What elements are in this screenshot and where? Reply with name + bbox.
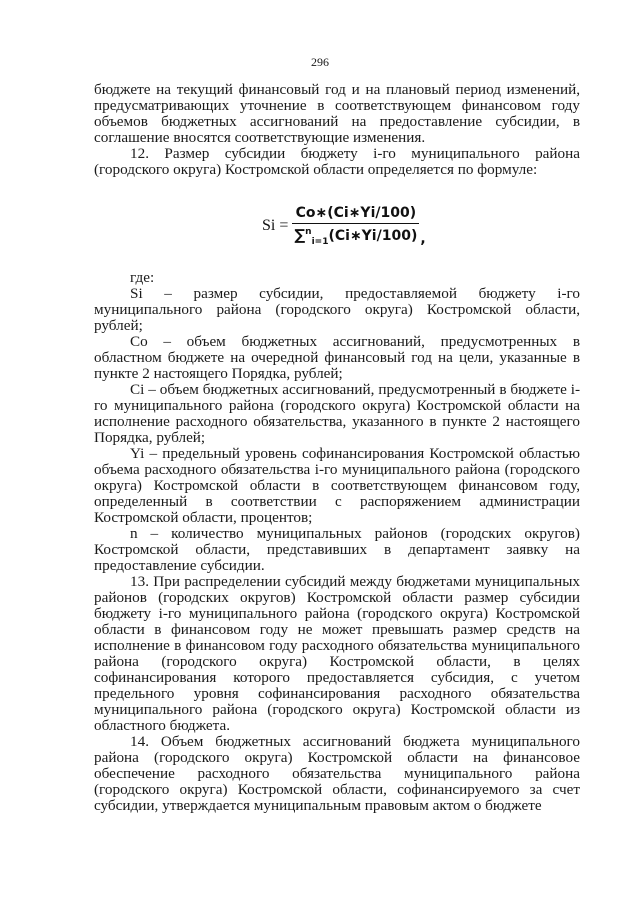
sigma-upper-limit: n	[305, 227, 312, 237]
paragraph-where: где:	[130, 269, 155, 286]
formula-denominator	[292, 224, 419, 248]
paragraph-item-12: 12. Размер субсидии бюджету i-го муниципального района (городского округа) Костромской области определяется по формуле:	[94, 145, 580, 178]
definition-yi: Yi – предельный уровень софинансирования Костромской областью объема расходного обязательства i-го муниципального района (городского округа) Костромской области в соответствующем финансовом году, определенный в соответствии с распоряжением администрации Костромской области, процентов;	[94, 445, 580, 526]
formula-lhs: Si =	[262, 217, 289, 234]
formula-numerator: Co∗(Ci∗Yi/100)	[292, 205, 419, 224]
subsidy-formula	[262, 205, 426, 247]
text-block-main	[94, 270, 580, 814]
definition-ci: Ci – объем бюджетных ассигнований, предусмотренный в бюджете i-го муниципального района (городского округа) Костромской области на исполнение расходного обязательства, указанного в пункте 2 настоящего Порядка, рублей;	[94, 381, 580, 446]
formula-denominator-term: (Ci∗Yi/100)	[328, 228, 418, 244]
sigma-symbol: ∑$^n_{i=1}$	[294, 226, 329, 247]
paragraph-item-14: 14. Объем бюджетных ассигнований бюджета муниципального района (городского округа) Костромской области на финансовое обеспечение расходного обязательства муниципального района (городского округа) Костромской области, софинансируемого за счет субсидии, утверждается муниципальным правовым актом о бюджете	[94, 733, 580, 814]
sigma-lower-limit: i=1	[311, 237, 329, 247]
page-number: 296	[311, 55, 329, 69]
formula-trailing-comma: ,	[420, 231, 426, 247]
definition-si: Si – размер субсидии, предоставляемой бюджету i-го муниципального района (городского округа) Костромской области, рублей;	[94, 285, 580, 334]
paragraph-item-13: 13. При распределении субсидий между бюджетами муниципальных районов (городских округов) Костромской области размер субсидии бюджету i-го муниципального района (городского округа) Костромской области в финансовом году не может превышать размер средств на исполнение в финансовом году расходного обязательства муниципального района (городского округа) Костромской области, в целях софинансирования которого предоставляется субсидия, с учетом предельного уровня софинансирования расходного обязательства муниципального района (городского округа) Костромской области из областного бюджета.	[94, 573, 580, 734]
text-block-top	[94, 82, 580, 178]
paragraph-budget-changes: бюджете на текущий финансовый год и на плановый период изменений, предусматривающих уточнение в соответствующем финансовом году объемов бюджетных ассигнований на предоставление субсидии, в соглашение вносятся соответствующие изменения.	[94, 81, 580, 146]
definition-co: Co – объем бюджетных ассигнований, предусмотренных в областном бюджете на очередной финансовый год на цели, указанные в пункте 2 настоящего Порядка, рублей;	[94, 333, 580, 382]
definition-n: n – количество муниципальных районов (городских округов) Костромской области, представивших в департамент заявку на предоставление субсидии.	[94, 525, 580, 574]
